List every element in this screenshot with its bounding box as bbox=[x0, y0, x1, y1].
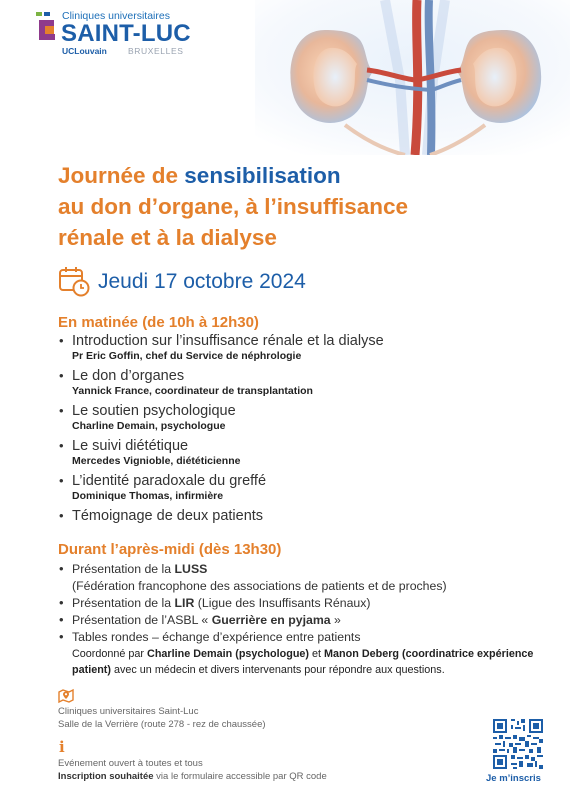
info-line-1: Evénement ouvert à toutes et tous bbox=[58, 758, 203, 769]
title-highlight: sensibilisation bbox=[184, 163, 341, 188]
bullet-icon: • bbox=[59, 333, 64, 348]
morning-program bbox=[58, 333, 558, 530]
afternoon-item-3-bold: Guerrière en pyjama bbox=[211, 613, 331, 627]
saint-luc-logo bbox=[36, 10, 236, 58]
afternoon-item-3-prefix: Présentation de l’ASBL « bbox=[72, 613, 212, 627]
afternoon-item-2-suffix: (Ligue des Insuffisants Rénaux) bbox=[194, 596, 371, 610]
morning-heading: En matinée (de 10h à 12h30) bbox=[58, 314, 259, 331]
page-title bbox=[58, 160, 538, 253]
title-part1: Journée de bbox=[58, 163, 185, 188]
bullet-icon: • bbox=[59, 473, 64, 488]
coord-mid: et bbox=[309, 648, 325, 660]
bullet-icon: • bbox=[59, 612, 64, 627]
logo-title: SAINT-LUC bbox=[61, 20, 191, 47]
logo-city: BRUXELLES bbox=[128, 46, 184, 56]
bullet-icon: • bbox=[59, 629, 64, 644]
afternoon-heading: Durant l’après-midi (dès 13h30) bbox=[58, 541, 282, 558]
morning-item-title: Le soutien psychologique bbox=[72, 403, 236, 419]
afternoon-item bbox=[58, 629, 558, 678]
morning-item bbox=[58, 403, 558, 433]
afternoon-item-1-prefix: Présentation de la bbox=[72, 562, 175, 576]
afternoon-item-4: Tables rondes – échange d’expérience entre patients bbox=[72, 630, 361, 644]
qr-register-label[interactable]: Je m’inscris bbox=[486, 773, 541, 784]
coord-name-1: Charline Demain (psychologue) bbox=[147, 648, 310, 660]
morning-item bbox=[58, 508, 558, 525]
info-line-2 bbox=[58, 771, 327, 783]
registration-qr-code[interactable] bbox=[492, 719, 544, 769]
afternoon-item-2-prefix: Présentation de la bbox=[72, 596, 175, 610]
map-location-icon bbox=[58, 688, 74, 704]
morning-item bbox=[58, 368, 558, 398]
info-icon: i bbox=[59, 738, 65, 756]
afternoon-item-2-bold: LIR bbox=[174, 596, 195, 610]
morning-item bbox=[58, 438, 558, 468]
morning-item-title: L’identité paradoxale du greffé bbox=[72, 473, 267, 489]
morning-item-speaker: Dominique Thomas, infirmière bbox=[72, 490, 224, 502]
title-line-1 bbox=[58, 160, 538, 191]
coord-suffix: avec un médecin et divers intervenants pour répondre aux questions. bbox=[111, 664, 445, 676]
bullet-icon: • bbox=[59, 561, 64, 576]
info-line-2-bold: Inscription souhaitée bbox=[58, 771, 154, 782]
afternoon-item-1-sub: (Fédération francophone des associations de patients et de proches) bbox=[72, 579, 447, 593]
morning-item-speaker: Pr Eric Goffin, chef du Service de néphrologie bbox=[72, 350, 302, 362]
bullet-icon: • bbox=[59, 403, 64, 418]
afternoon-item bbox=[58, 612, 558, 629]
afternoon-item bbox=[58, 595, 558, 612]
morning-item-speaker: Yannick France, coordinateur de transplantation bbox=[72, 385, 313, 397]
info-line-2-rest: via le formulaire accessible par QR code bbox=[153, 771, 327, 782]
bullet-icon: • bbox=[59, 438, 64, 453]
title-line-2: au don d’organe, à l’insuffisance bbox=[58, 194, 409, 219]
bullet-icon: • bbox=[59, 595, 64, 610]
afternoon-coordination bbox=[72, 646, 558, 678]
kidney-illustration bbox=[255, 0, 570, 155]
morning-item-title: Introduction sur l’insuffisance rénale et la dialyse bbox=[72, 333, 384, 349]
bullet-icon: • bbox=[59, 368, 64, 383]
morning-item bbox=[58, 473, 558, 503]
morning-item-speaker: Mercedes Vignioble, diététicienne bbox=[72, 455, 241, 467]
location-line-1: Cliniques universitaires Saint-Luc bbox=[58, 706, 199, 717]
coord-prefix: Coordonné par bbox=[72, 648, 148, 660]
saint-luc-logo-icon bbox=[36, 12, 58, 46]
bullet-icon: • bbox=[59, 508, 64, 523]
location-line-2: Salle de la Verrière (route 278 - rez de chaussée) bbox=[58, 719, 266, 730]
afternoon-item-3-suffix: » bbox=[330, 613, 341, 627]
morning-item-title: Témoignage de deux patients bbox=[72, 508, 264, 524]
afternoon-item bbox=[58, 561, 558, 595]
logo-subtitle: Cliniques universitaires bbox=[62, 10, 170, 22]
morning-item-title: Le don d’organes bbox=[72, 368, 185, 384]
date-text: Jeudi 17 octobre 2024 bbox=[98, 270, 306, 293]
afternoon-item-1-bold: LUSS bbox=[174, 562, 208, 576]
morning-item-speaker: Charline Demain, psychologue bbox=[72, 420, 226, 432]
coord-name-2: Manon Deberg (coordinatrice expérience patient) bbox=[72, 648, 534, 676]
morning-item-title: Le suivi diététique bbox=[72, 438, 189, 454]
afternoon-program bbox=[58, 561, 558, 678]
logo-university: UCLouvain bbox=[62, 46, 107, 56]
title-line-3: rénale et à la dialyse bbox=[58, 225, 277, 250]
morning-item bbox=[58, 333, 558, 363]
calendar-clock-icon bbox=[58, 265, 90, 297]
